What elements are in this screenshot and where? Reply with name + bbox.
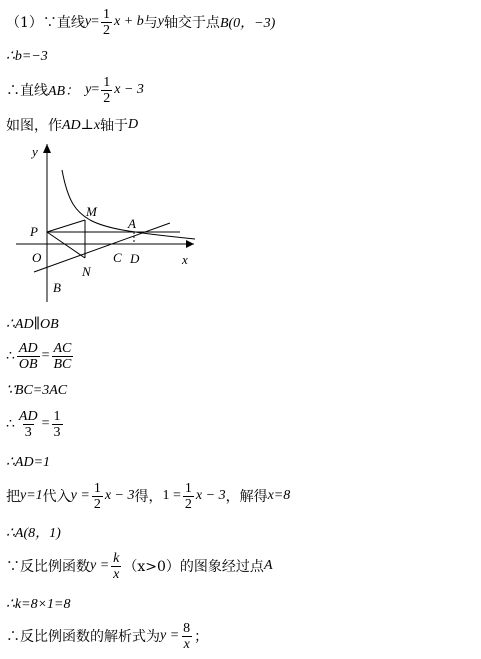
- line-7: [6, 380, 67, 400]
- fraction-numerator: AD: [18, 340, 38, 356]
- y-equals: y =: [90, 558, 110, 573]
- line-1-prefix: （1）∵直线: [6, 15, 85, 31]
- fraction-denominator: 2: [103, 22, 111, 38]
- fraction-denominator: 2: [103, 90, 111, 106]
- fraction-denominator: BC: [53, 356, 72, 372]
- text-solve: ，解得: [225, 489, 268, 505]
- fraction-numerator: 1: [93, 480, 101, 496]
- fraction-ac-bc: [52, 341, 74, 372]
- expression: x − 3: [104, 488, 135, 503]
- text-axis: 轴交于点: [163, 15, 220, 31]
- line-1: [6, 4, 275, 40]
- y-equals: y =: [160, 628, 180, 643]
- label-y: y: [32, 144, 38, 159]
- fraction-ad-3: [17, 409, 40, 440]
- line-5: [6, 314, 59, 334]
- label-p: P: [30, 224, 38, 239]
- fraction-ad-ob: [17, 341, 40, 372]
- text-axis-at: 轴于: [100, 118, 129, 134]
- expression: x − 3: [195, 488, 226, 503]
- fraction-denominator: 3: [53, 424, 61, 440]
- line-13-text: ∴k=8×1=8: [6, 596, 71, 612]
- fraction-k-x: [111, 551, 121, 582]
- fraction-one-half: [92, 481, 103, 512]
- equals-sign: =: [91, 82, 100, 97]
- fraction-numerator: 1: [103, 74, 111, 90]
- point-d-label: D: [128, 117, 139, 132]
- line-ab: AB：: [48, 84, 80, 99]
- fraction-denominator: 2: [93, 496, 101, 512]
- var-y: y: [84, 14, 92, 29]
- text-inverse-function: ∵反比例函数: [6, 559, 90, 575]
- line-2: [6, 46, 48, 66]
- fraction-numerator: AC: [53, 340, 72, 356]
- line-11: [6, 522, 61, 542]
- label-x: x: [182, 252, 188, 267]
- label-c: C: [113, 250, 122, 265]
- therefore-symbol: ∴: [6, 348, 15, 364]
- fraction-denominator: OB: [18, 356, 38, 372]
- line-3: [6, 72, 144, 108]
- text-with: 与: [143, 15, 158, 31]
- text-into: 代入: [42, 489, 71, 505]
- fraction-denominator: 3: [24, 424, 32, 440]
- geometry-figure: [10, 140, 200, 305]
- perpendicular-ad: AD⊥x: [62, 117, 101, 133]
- line-5-text: ∴AD∥OB: [6, 316, 59, 332]
- fraction-denominator: x: [113, 566, 120, 582]
- line-10: [6, 478, 290, 514]
- var-y: y: [157, 14, 164, 29]
- label-n: N: [82, 264, 91, 279]
- var-y: y: [85, 82, 92, 97]
- line-4-prefix: 如图，作: [6, 118, 62, 134]
- label-b: B: [53, 280, 61, 295]
- fraction-one-half: [183, 481, 194, 512]
- fraction-denominator: x: [183, 636, 190, 652]
- text-condition: （x>0）的图象经过点: [123, 559, 264, 575]
- point-a-label: A: [263, 558, 273, 573]
- fraction-one-half: [101, 75, 112, 106]
- x-axis-arrow: [186, 240, 194, 248]
- label-o: O: [32, 250, 42, 265]
- line-11-text: ∴A(8，1): [6, 526, 61, 541]
- line-14: [6, 618, 208, 654]
- text-substitute: 把: [6, 489, 20, 505]
- line-9-text: ∴AD=1: [6, 454, 51, 470]
- fraction-8-x: [181, 621, 192, 652]
- line-9: [6, 452, 50, 472]
- line-2-text: ∴b=−3: [6, 48, 48, 64]
- expression: x − 3: [114, 82, 144, 97]
- equals-sign: =: [41, 416, 50, 431]
- semicolon: ；: [194, 629, 209, 645]
- y-equals: y =: [70, 488, 90, 503]
- line-7-text: ∵BC=3AC: [6, 382, 68, 398]
- fraction-numerator: k: [113, 550, 120, 566]
- therefore-symbol: ∴: [6, 416, 15, 432]
- label-m: M: [86, 204, 97, 219]
- y-equals-1: y=1: [20, 488, 43, 503]
- label-d: D: [130, 251, 140, 266]
- line-4: [6, 114, 138, 136]
- fraction-numerator: 8: [183, 620, 191, 636]
- fraction-one-half: [101, 7, 112, 38]
- point-b: B(0，−3): [219, 16, 276, 31]
- text-get: 得，: [134, 489, 163, 505]
- line-6: [6, 338, 75, 374]
- line-8: [6, 406, 65, 442]
- fraction-numerator: 1: [184, 480, 192, 496]
- fraction-numerator: AD: [18, 408, 38, 424]
- line-12: [6, 548, 273, 584]
- segment-pm: [47, 220, 85, 232]
- segment-pn: [47, 232, 85, 258]
- fraction-numerator: 1: [103, 6, 111, 22]
- fraction-one-third: [52, 409, 63, 440]
- label-a: A: [128, 216, 136, 231]
- line-13: [6, 594, 70, 614]
- fraction-denominator: 2: [184, 496, 192, 512]
- text-analytic-expression: ∴反比例函数的解析式为: [6, 629, 160, 645]
- expression: x + b: [114, 14, 144, 29]
- fraction-numerator: 1: [53, 408, 61, 424]
- x-equals-8: x=8: [267, 488, 291, 503]
- equals-sign: =: [41, 348, 50, 363]
- equals-sign: =: [91, 14, 100, 29]
- line-3-prefix: ∴直线: [6, 83, 48, 99]
- y-axis-arrow: [43, 144, 51, 153]
- line-ab: [34, 223, 170, 272]
- one-equals: 1 =: [162, 488, 181, 503]
